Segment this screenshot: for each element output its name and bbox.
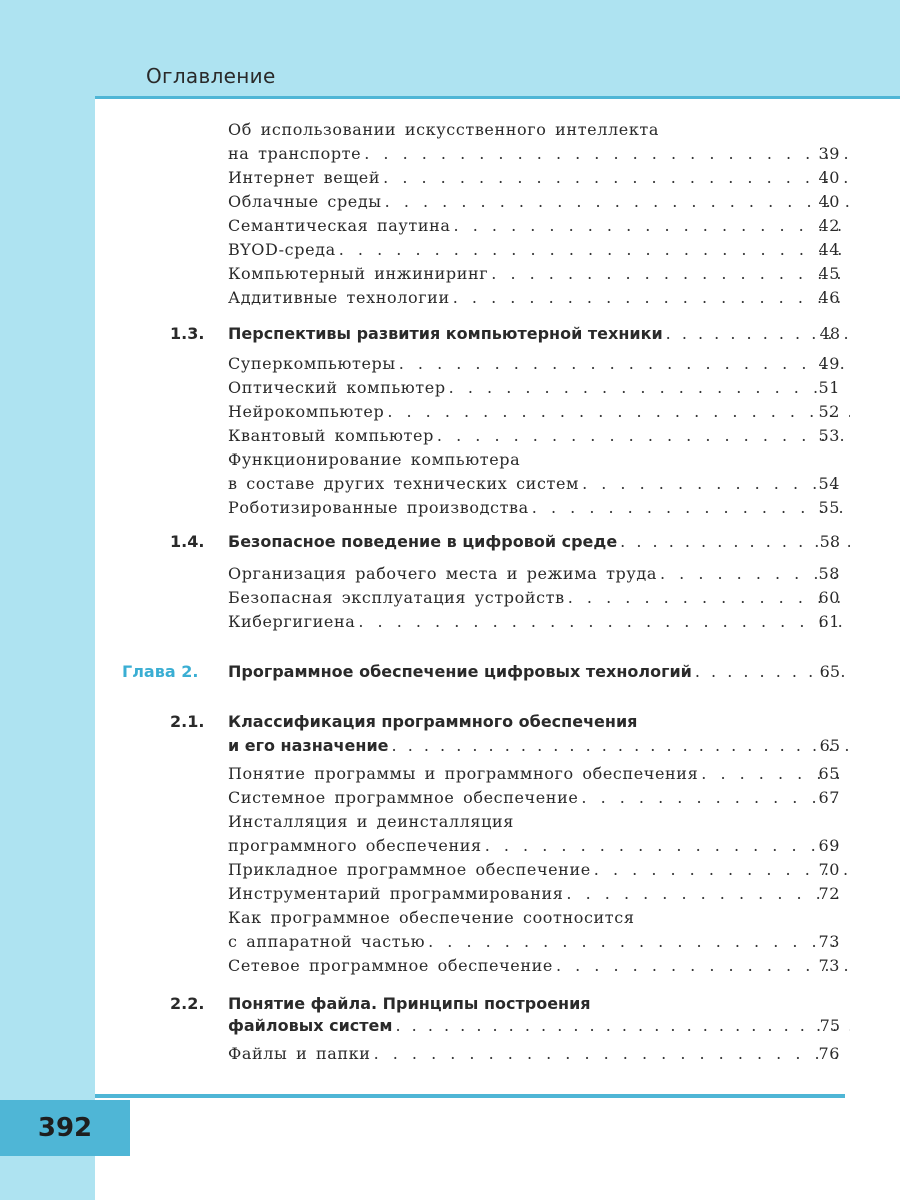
toc-page-number: 45 [818,264,840,283]
toc-entry-title: Квантовый компьютер [228,426,434,445]
toc-entry [0,352,900,376]
toc-entry-title: Функционирование компьютера [228,450,521,469]
toc-page-number: 52 [818,402,840,421]
toc-entry-title: в составе других технических систем [228,474,580,493]
toc-entry [0,496,900,520]
toc-entry-title: Интернет вещей [228,168,381,187]
toc-page-number: 44 [818,240,840,259]
toc-page-number: 49 [818,354,840,373]
leader-dots [399,352,850,376]
toc-entry [0,142,900,166]
toc-page-number: 53 [818,426,840,445]
header-rule [95,96,900,99]
toc-entry [0,190,900,214]
toc-entry-title: программного обеспечения [228,836,482,855]
toc-section-title: Классификация программного обеспечения [228,712,638,731]
toc-page-number: 58 [819,532,840,551]
toc-entry [0,906,900,930]
leader-dots [453,286,850,310]
top-color-band [0,0,900,98]
toc-entry [0,610,900,634]
toc-entry [0,762,900,786]
toc-page-number: 39 [818,144,840,163]
leader-dots [364,142,850,166]
toc-page-number: 72 [818,884,840,903]
toc-entry-title: BYOD-среда [228,240,336,259]
toc-section-heading [0,322,900,346]
leader-dots [454,214,850,238]
chapter-label: Глава 2. [122,662,199,681]
toc-chapter-title: Программное обеспечение цифровых технологий [228,662,692,681]
leader-dots [491,262,850,286]
toc-entry-title: Как программное обеспечение соотносится [228,908,635,927]
toc-page-number: 61 [818,612,840,631]
toc-section-heading [0,1014,900,1038]
toc-section-heading [0,710,900,734]
leader-dots [449,376,850,400]
toc-page-number: 40 [818,192,840,211]
toc-entry [0,166,900,190]
toc-entry [0,118,900,142]
footer-rule [95,1094,845,1098]
toc-entry [0,1042,900,1066]
toc-section-heading [0,530,900,554]
toc-page-number: 46 [818,288,840,307]
toc-page-number: 55 [818,498,840,517]
page-number-badge: 392 [0,1100,130,1156]
toc-section-title: Безопасное поведение в цифровой среде [228,532,618,551]
toc-entry-title: Безопасная эксплуатация устройств [228,588,565,607]
toc-page-number: 58 [818,564,840,583]
toc-page-number: 69 [818,836,840,855]
toc-entry-title: Инструментарий программирования [228,884,564,903]
toc-entry-title: Роботизированные производства [228,498,529,517]
toc-entry [0,834,900,858]
section-number: 2.2. [170,994,205,1013]
toc-entry-title: Прикладное программное обеспечение [228,860,591,879]
leader-dots [395,1014,850,1038]
toc-page-number: 65 [819,736,840,755]
toc-page-number: 73 [818,956,840,975]
leader-dots [485,834,850,858]
toc-entry [0,954,900,978]
toc-entry [0,472,900,496]
toc-page-number: 75 [819,1016,840,1035]
toc-entry [0,810,900,834]
section-number: 2.1. [170,712,205,731]
running-header-title: Оглавление [146,64,276,88]
toc-entry [0,786,900,810]
toc-entry [0,858,900,882]
toc-entry-title: Кибергигиена [228,612,356,631]
toc-entry-title: Сетевое программное обеспечение [228,956,553,975]
leader-dots [437,424,850,448]
toc-page-number: 54 [818,474,840,493]
leader-dots [392,734,850,758]
toc-entry-title: Аддитивные технологии [228,288,450,307]
leader-dots [383,166,850,190]
toc-entry-title: Системное программное обеспечение [228,788,579,807]
toc-entry-title: Компьютерный инжиниринг [228,264,489,283]
toc-page-number: 73 [818,932,840,951]
toc-entry [0,562,900,586]
toc-entry-title: Суперкомпьютеры [228,354,396,373]
toc-page-number: 60 [818,588,840,607]
toc-entry [0,586,900,610]
leader-dots [428,930,850,954]
toc-entry [0,286,900,310]
toc-entry [0,214,900,238]
leader-dots [358,610,850,634]
toc-page-number: 76 [818,1044,840,1063]
toc-page-number: 51 [818,378,840,397]
toc-entry-title: Нейрокомпьютер [228,402,385,421]
toc-entry-title: Файлы и папки [228,1044,371,1063]
toc-entry [0,424,900,448]
toc-section-title: и его назначение [228,736,389,755]
toc-section-heading [0,734,900,758]
toc-page-number: 42 [818,216,840,235]
toc-page-number: 65 [818,764,840,783]
toc-entry-title: на транспорте [228,144,362,163]
toc-section-title: Перспективы развития компьютерной техники [228,324,663,343]
toc-entry-title: Семантическая паутина [228,216,451,235]
toc-section-title: файловых систем [228,1016,393,1035]
toc-entry [0,400,900,424]
toc-entry-title: Инсталляция и деинсталляция [228,812,514,831]
toc-entry-title: Понятие программы и программного обеспечения [228,764,699,783]
leader-dots [385,190,850,214]
toc-entry-title: Организация рабочего места и режима труда [228,564,657,583]
leader-dots [339,238,850,262]
toc-chapter-heading [0,660,900,684]
toc-section-heading [0,992,900,1016]
toc-entry [0,448,900,472]
section-number: 1.4. [170,532,205,551]
leader-dots [374,1042,850,1066]
toc-page-number: 65 [819,662,840,681]
toc-entry [0,376,900,400]
section-number: 1.3. [170,324,205,343]
toc-entry-title: Об использовании искусственного интеллекта [228,120,660,139]
toc-entry [0,882,900,906]
toc-entry-title: с аппаратной частью [228,932,426,951]
toc-entry [0,930,900,954]
toc-section-title: Понятие файла. Принципы построения [228,994,591,1013]
toc-entry [0,238,900,262]
toc-page-number: 67 [818,788,840,807]
toc-entry-title: Оптический компьютер [228,378,446,397]
toc-page-number: 48 [819,324,840,343]
leader-dots [387,400,850,424]
toc-page-number: 40 [818,168,840,187]
toc-page-number: 70 [818,860,840,879]
toc-entry [0,262,900,286]
toc-entry-title: Облачные среды [228,192,382,211]
